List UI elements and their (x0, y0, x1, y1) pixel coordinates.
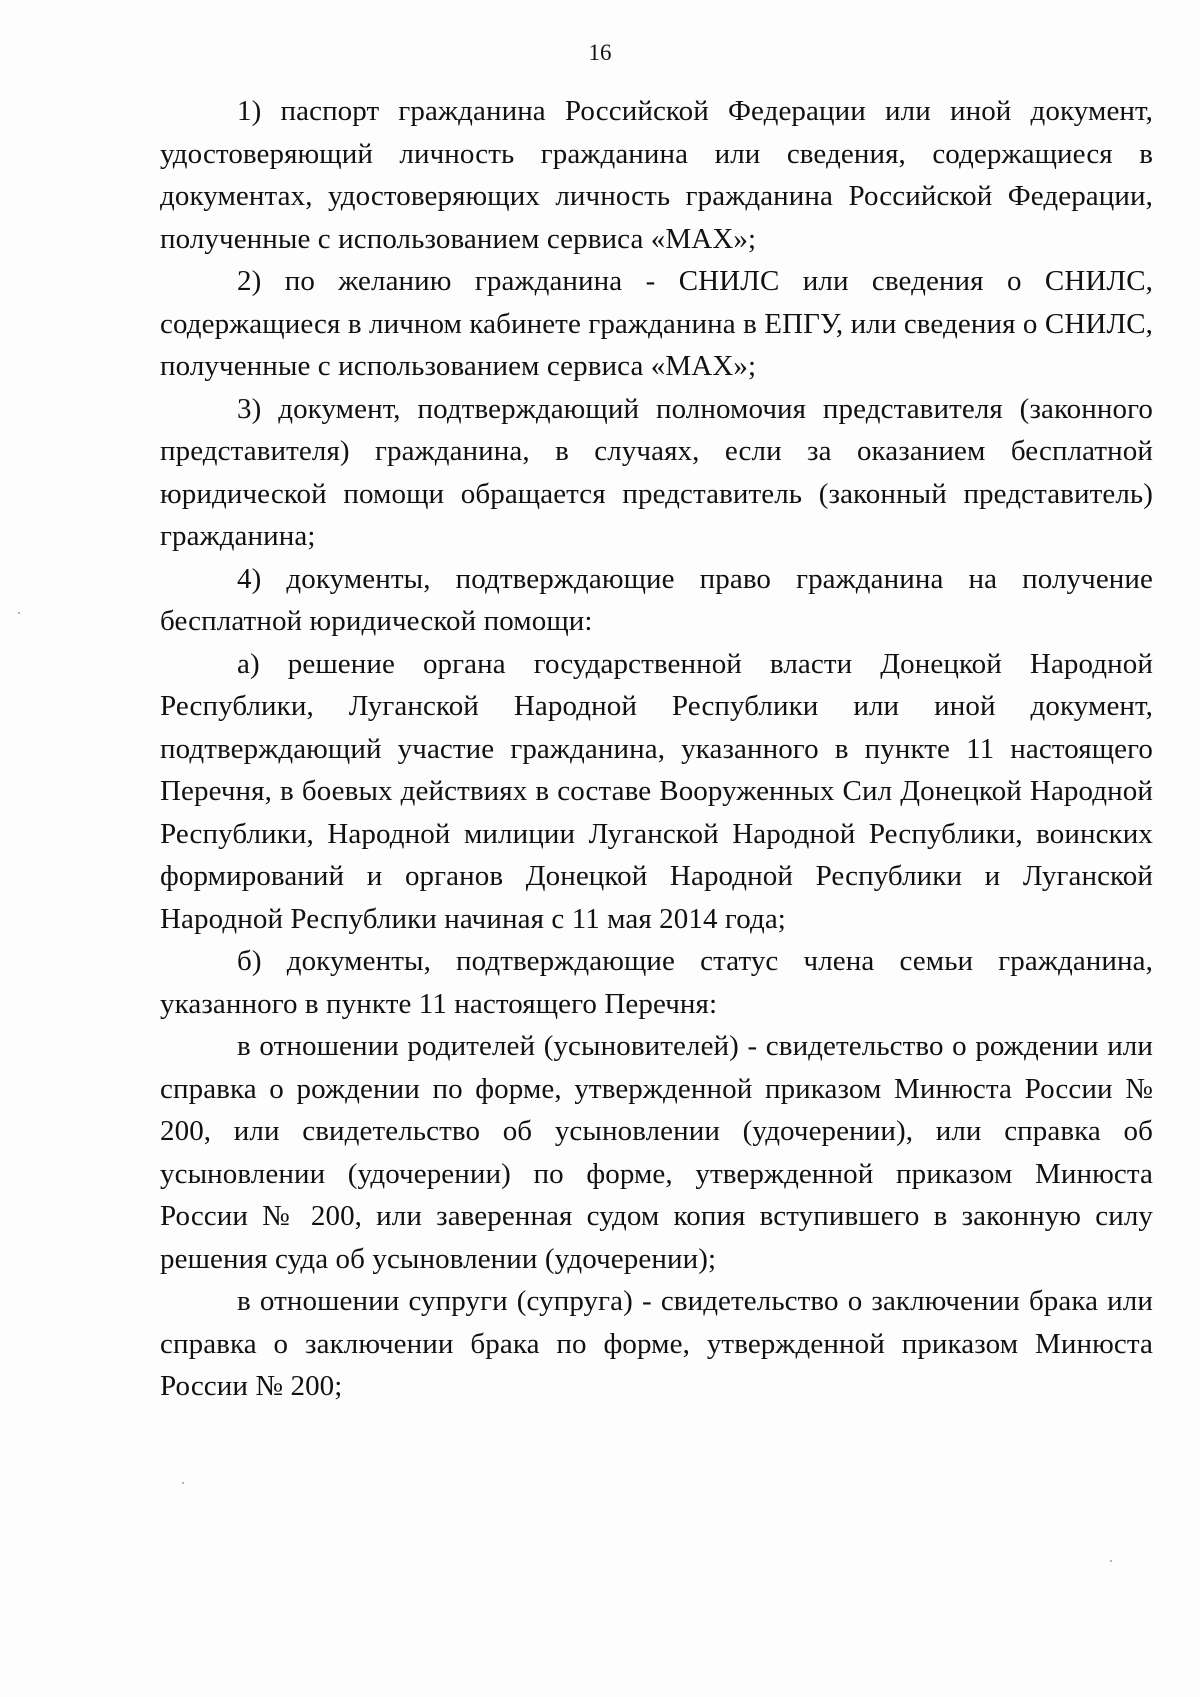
paragraph-item-3: 3) документ, подтверждающий полномочия представителя (законного представителя) гражданина, в случаях, если за оказанием бесплатной юридической помощи обращается представитель (законный представитель) гражданина; (160, 392, 1153, 552)
document-body (160, 90, 1153, 1408)
paragraph-subitem-b: б) документы, подтверждающие статус члена семьи гражданина, указанного в пункте 11 настоящего Перечня: (160, 945, 1153, 1020)
scan-speck (18, 612, 20, 614)
paragraph-item-4: 4) документы, подтверждающие право гражданина на получение бесплатной юридической помощи: (160, 562, 1153, 637)
page-number: 16 (588, 40, 612, 65)
paragraph-spouse: в отношении супруги (супруга) - свидетельство о заключении брака или справка о заключении брака по форме, утвержденной приказом Минюста России № 200; (160, 1285, 1153, 1402)
paragraph-item-1: 1) паспорт гражданина Российской Федерации или иной документ, удостоверяющий личность гражданина или сведения, содержащиеся в документах, удостоверяющих личность гражданина Российской Федерации, полученные с использованием сервиса «MAX»; (160, 95, 1153, 255)
scan-speck (182, 1482, 184, 1484)
paragraph-parents: в отношении родителей (усыновителей) - свидетельство о рождении или справка о рождении по форме, утвержденной приказом Минюста России № 200, или свидетельство об усыновлении (удочерении), или справка об усыновлении (удочерении) по форме, утвержденной приказом Минюста России № 200, или заверенная судом копия вступившего в законную силу решения суда об усыновлении (удочерении); (160, 1030, 1153, 1275)
paragraph-subitem-a: а) решение органа государственной власти Донецкой Народной Республики, Луганской Народной Республики или иной документ, подтверждающий участие гражданина, указанного в пункте 11 настоящего Перечня, в боевых действиях в составе Вооруженных Сил Донецкой Народной Республики, Народной милиции Луганской Народной Республики, воинских формирований и органов Донецкой Народной Республики и Луганской Народной Республики начиная с 11 мая 2014 года; (160, 647, 1153, 935)
paragraph-item-2: 2) по желанию гражданина - СНИЛС или сведения о СНИЛС, содержащиеся в личном кабинете гражданина в ЕПГУ, или сведения о СНИЛС, полученные с использованием сервиса «MAX»; (160, 265, 1153, 382)
scan-speck (1110, 1560, 1112, 1562)
